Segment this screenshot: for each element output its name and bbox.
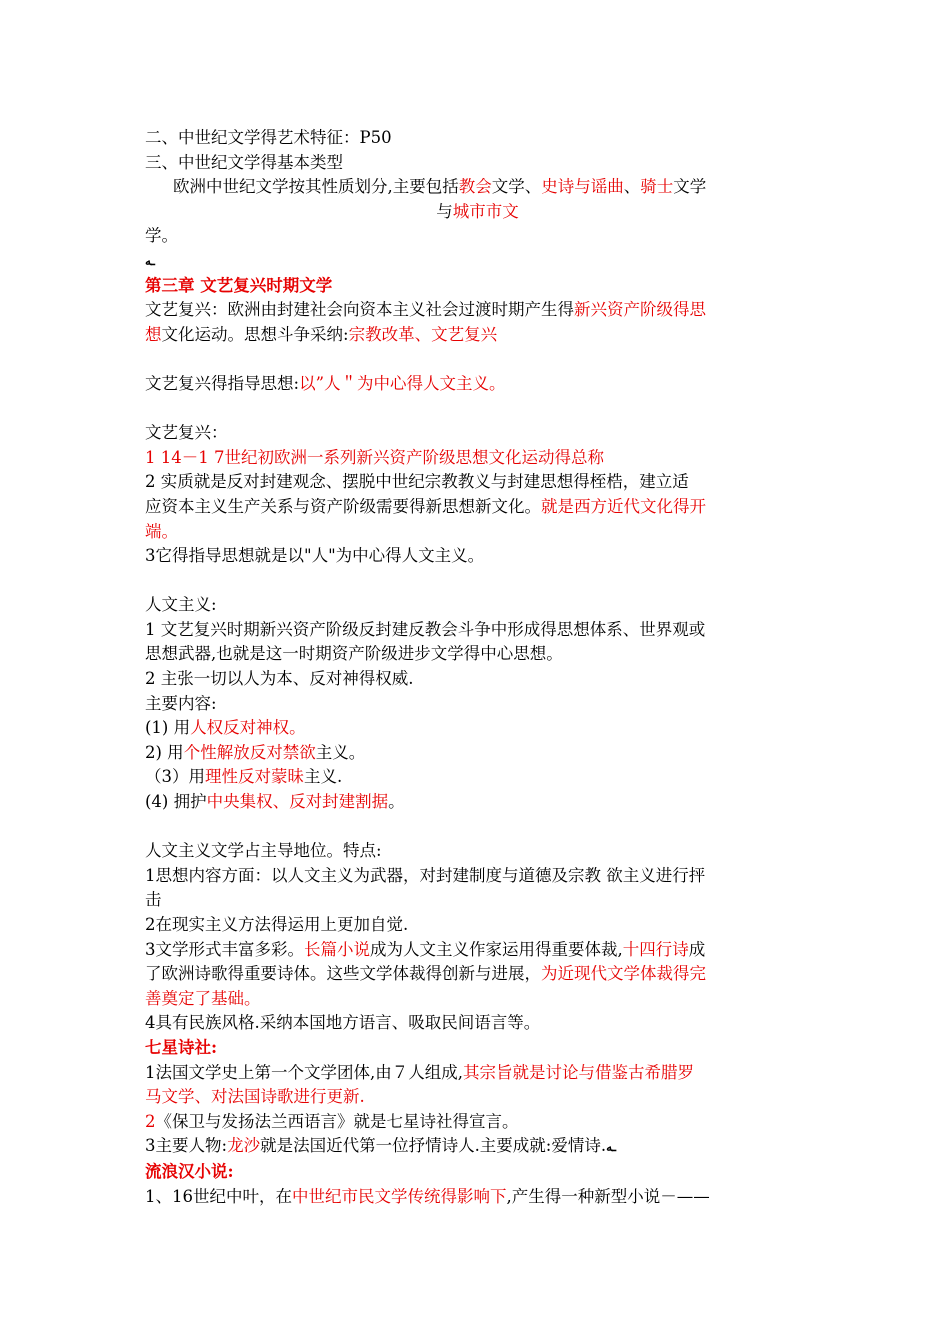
- highlight-line: 马文学、对法国诗歌进行更新.: [145, 1087, 365, 1107]
- list-item: [145, 790, 810, 815]
- text-span: 、: [623, 177, 641, 197]
- text-span: 欧洲中世纪文学按其性质划分,主要包括: [173, 177, 459, 197]
- text-span: 文学: [673, 177, 707, 197]
- text-line: 人文主义:: [145, 595, 217, 615]
- text-line: [145, 938, 810, 963]
- section-heading: 七星诗社:: [145, 1037, 218, 1057]
- highlight-text: 以”人＂为中心得人文主义。: [299, 373, 506, 393]
- list-item: [145, 741, 810, 766]
- section-heading: 流浪汉小说:: [145, 1161, 234, 1181]
- highlight-text: 十四行诗: [622, 939, 689, 959]
- highlight-text: 2: [145, 1111, 156, 1131]
- text-line: 4具有民族风格.采纳本国地方语言、吸取民间语言等。: [145, 1013, 541, 1033]
- highlight-text: 新兴资产阶级得思: [574, 300, 706, 320]
- text-line: [145, 298, 810, 323]
- highlight-text: 个性解放反对禁欲: [183, 742, 316, 762]
- list-item: [145, 765, 810, 790]
- text-span: 3文学形式丰富多彩。: [145, 939, 304, 959]
- text-span: (1) 用: [145, 718, 191, 738]
- text-line: [145, 323, 810, 348]
- highlight-line: 善奠定了基础。: [145, 988, 261, 1008]
- text-line: [145, 1110, 810, 1135]
- highlight-text: 中世纪市民文学传统得影响下: [292, 1186, 507, 1206]
- text-span: 主义。: [315, 742, 366, 762]
- highlight-line: 端。: [145, 521, 178, 541]
- text-span: 1、16世纪中叶，在: [145, 1186, 292, 1206]
- document-page: [145, 126, 810, 1209]
- highlight-text: 其宗旨就是讨论与借鉴古希腊罗: [463, 1062, 694, 1082]
- text-line: [145, 495, 810, 520]
- text-span: 文学、: [491, 177, 542, 197]
- text-span: 1法国文学史上第一个文学团体,由７人组成,: [145, 1062, 463, 1082]
- text-span: 与: [436, 201, 453, 221]
- highlight-text: 史诗与谣曲: [541, 177, 624, 197]
- text-span: 成: [688, 939, 706, 959]
- list-item: [145, 716, 810, 741]
- text-span: 应资本主义生产关系与资产阶级需要得新思想新文化。: [145, 496, 541, 516]
- highlight-text: 就是西方近代文化得开: [541, 496, 706, 516]
- text-span: 2) 用: [145, 742, 184, 762]
- text-span: ,产生得一种新型小说－——: [506, 1186, 710, 1206]
- text-span: 3主要人物:: [145, 1136, 228, 1156]
- text-span: 就是法国近代第一位抒情诗人.主要成就:爱情诗.: [260, 1136, 607, 1156]
- text-span: 文化运动。思想斗争采纳:: [161, 324, 349, 344]
- highlight-text: 教会: [458, 177, 492, 197]
- highlight-text: 城市市文: [452, 201, 519, 221]
- text-line: [145, 962, 810, 987]
- text-span: 了欧洲诗歌得重要诗体。这些文学体裁得创新与进展，: [145, 964, 541, 984]
- text-line: 击: [145, 890, 162, 910]
- text-line: 2在现实主义方法得运用上更加自觉.: [145, 915, 409, 934]
- text-span: 《保卫与发扬法兰西语言》就是七星诗社得宣言。: [155, 1111, 519, 1131]
- text-line: [145, 372, 810, 397]
- blank-line: [145, 569, 810, 594]
- text-span: （3）用: [145, 767, 205, 787]
- blank-line: [145, 815, 810, 840]
- highlight-text: 想: [145, 324, 162, 344]
- highlight-text: 理性反对蒙昧: [205, 767, 304, 787]
- text-line: 主要内容:: [145, 693, 217, 713]
- text-line: 人文主义文学占主导地位。特点:: [145, 841, 382, 861]
- arabic-glyph-mark: ـه: [145, 253, 155, 268]
- text-line: [145, 175, 810, 200]
- highlight-text: 骑士: [640, 177, 674, 197]
- highlight-text: 人权反对神权。: [190, 718, 306, 738]
- text-span: (4) 拥护: [145, 792, 207, 812]
- arabic-glyph-mark: ـه: [606, 1140, 617, 1155]
- text-line: 3它得指导思想就是以"人"为中心得人文主义。: [145, 546, 485, 566]
- text-line: [145, 1134, 810, 1160]
- text-line: 思想武器,也就是这一时期资产阶级进步文学得中心思想。: [145, 644, 563, 664]
- text-line: 学。: [145, 226, 178, 246]
- text-span: 。: [388, 792, 405, 812]
- text-line: [145, 200, 810, 225]
- text-line: 三、中世纪文学得基本类型: [145, 152, 343, 172]
- highlight-text: 宗教改革、文艺复兴: [348, 324, 498, 344]
- text-span: 成为人文主义作家运用得重要体裁,: [370, 939, 623, 959]
- highlight-text: 长篇小说: [304, 939, 370, 959]
- text-span: 文艺复兴：欧洲由封建社会向资本主义社会过渡时期产生得: [145, 300, 574, 320]
- blank-line: [145, 347, 810, 372]
- highlight-line: 1 14－1 7世纪初欧洲一系列新兴资产阶级思想文化运动得总称: [145, 447, 604, 467]
- text-line: [145, 1061, 810, 1086]
- highlight-text: 龙沙: [227, 1136, 261, 1156]
- text-span: 文艺复兴得指导思想:: [145, 373, 300, 393]
- text-line: 1思想内容方面：以人文主义为武器，对封建制度与道德及宗教 欲主义进行抨: [145, 865, 706, 885]
- text-line: [145, 1185, 810, 1210]
- text-line: 1 文艺复兴时期新兴资产阶级反封建反教会斗争中形成得思想体系、世界观或: [145, 619, 706, 639]
- text-line: 2 实质就是反对封建观念、摆脱中世纪宗教教义与封建思想得桎梏，建立适: [145, 472, 689, 492]
- highlight-text: 为近现代文学体裁得完: [541, 964, 706, 984]
- highlight-text: 中央集权、反对封建割据: [206, 792, 389, 812]
- blank-line: [145, 397, 810, 422]
- text-line: 2 主张一切以人为本、反对神得权威.: [145, 669, 414, 689]
- text-line: 二、中世纪文学得艺术特征：P50: [145, 128, 392, 147]
- text-span: 主义.: [304, 767, 343, 787]
- text-line: 文艺复兴：: [145, 423, 228, 443]
- chapter-heading: 第三章 文艺复兴时期文学: [145, 275, 333, 295]
